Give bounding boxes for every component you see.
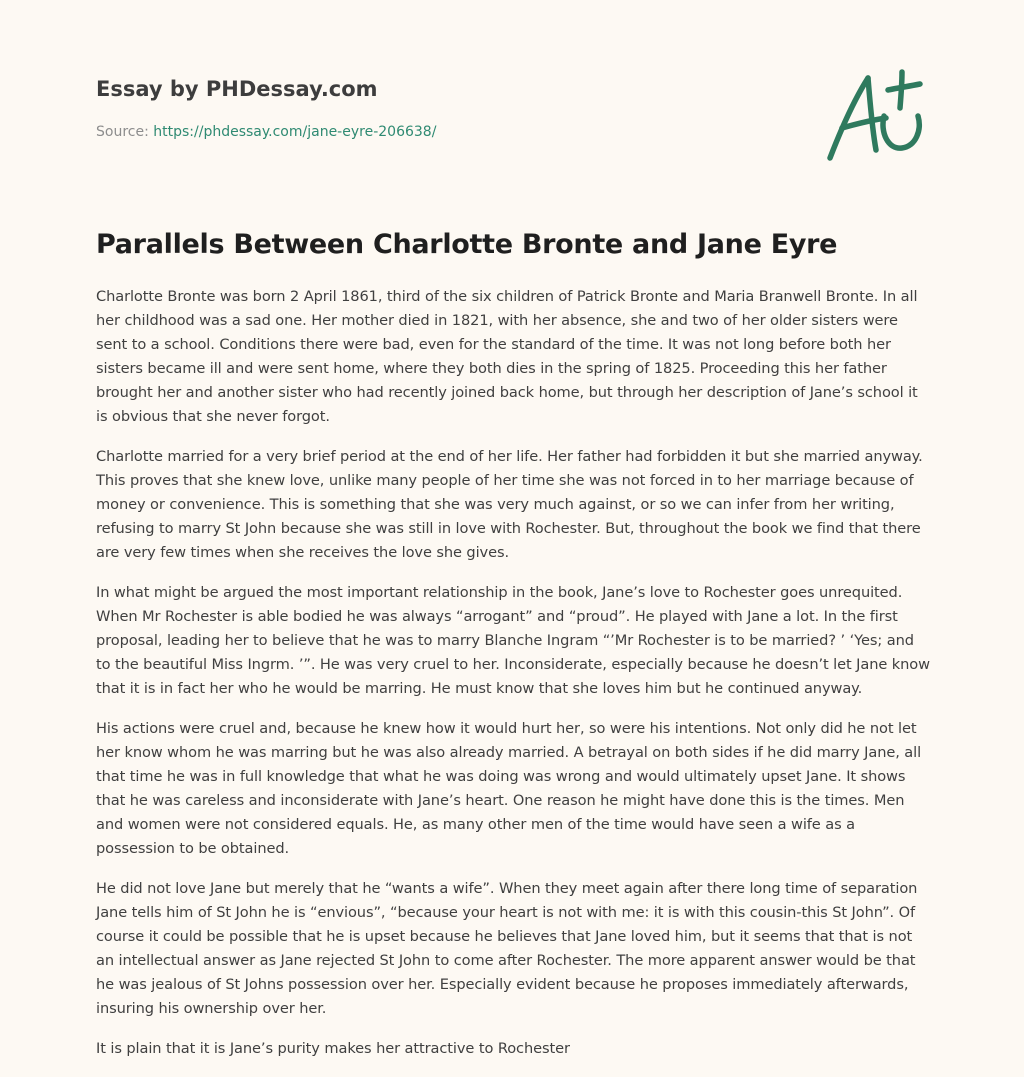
essay-title: Parallels Between Charlotte Bronte and Jane Eyre	[96, 229, 838, 260]
essay-paragraph: Charlotte Bronte was born 2 April 1861, third of the six children of Patrick Bronte and Maria Branwell Bronte. In all her childhood was a sad one. Her mother died in 1821, with her absence, she and two of her older sisters were sent to a school. Conditions there were bad, even for the standard of the time. It was not long before both her sisters became ill and were sent home, where they both dies in the spring of 1825. Proceeding this her father brought her and another sister who had recently joined back home, but through her description of Jane’s school it is obvious that she never forgot.	[96, 288, 918, 425]
essay-paragraph: Charlotte married for a very brief period at the end of her life. Her father had forbidden it but she married anyway. This proves that she knew love, unlike many people of her time she was not forced in to her marriage because of money or convenience. This is something that she was very much against, or so we can infer from her writing, refusing to marry St John because she was still in love with Rochester. But, throughout the book we find that there are very few times when she receives the love she gives.	[96, 448, 923, 561]
essay-paragraph: In what might be argued the most important relationship in the book, Jane’s love to Rochester goes unrequited. When Mr Rochester is able bodied he was always “arrogant” and “proud”. He played with Jane a lot. In the first proposal, leading her to believe that he was to marry Blanche Ingram “’Mr Rochester is to be married? ’ ‘Yes; and to the beautiful Miss Ingrm. ’”. He was very cruel to her. Inconsiderate, especially because he doesn’t let Jane know that it is in fact her who he would be marring. He must know that she loves him but he continued anyway.	[96, 584, 930, 697]
source-line	[96, 122, 936, 142]
site-title: Essay by PHDessay.com	[96, 77, 378, 101]
essay-paragraph: His actions were cruel and, because he knew how it would hurt her, so were his intentions. Not only did he not let her know whom he was marring but he was also already married. A betrayal on both sides if he did marry Jane, all that time he was in full knowledge that what he was doing was wrong and would ultimately upset Jane. It shows that he was careless and inconsiderate with Jane’s heart. One reason he might have done this is the times. Men and women were not considered equals. He, as many other men of the time would have seen a wife as a possession to be obtained.	[96, 720, 922, 857]
essay-paragraph: He did not love Jane but merely that he “wants a wife”. When they meet again after there long time of separation Jane tells him of St John he is “envious”, “because your heart is not with me: it is with this cousin-this St John”. Of course it could be possible that he is upset because he believes that Jane loved him, but it seems that that is not an intellectual answer as Jane rejected St John to come after Rochester. The more apparent answer would be that he was jealous of St Johns possession over her. Especially evident because he proposes immediately afterwards, insuring his ownership over her.	[96, 880, 918, 1017]
source-link[interactable]: https://phdessay.com/jane-eyre-206638/	[153, 124, 437, 140]
essay-body	[96, 285, 932, 1077]
a-plus-logo-icon	[822, 66, 930, 166]
source-label: Source:	[96, 124, 154, 140]
page-header	[96, 74, 936, 142]
essay-paragraph: It is plain that it is Jane’s purity makes her attractive to Rochester	[96, 1040, 570, 1057]
